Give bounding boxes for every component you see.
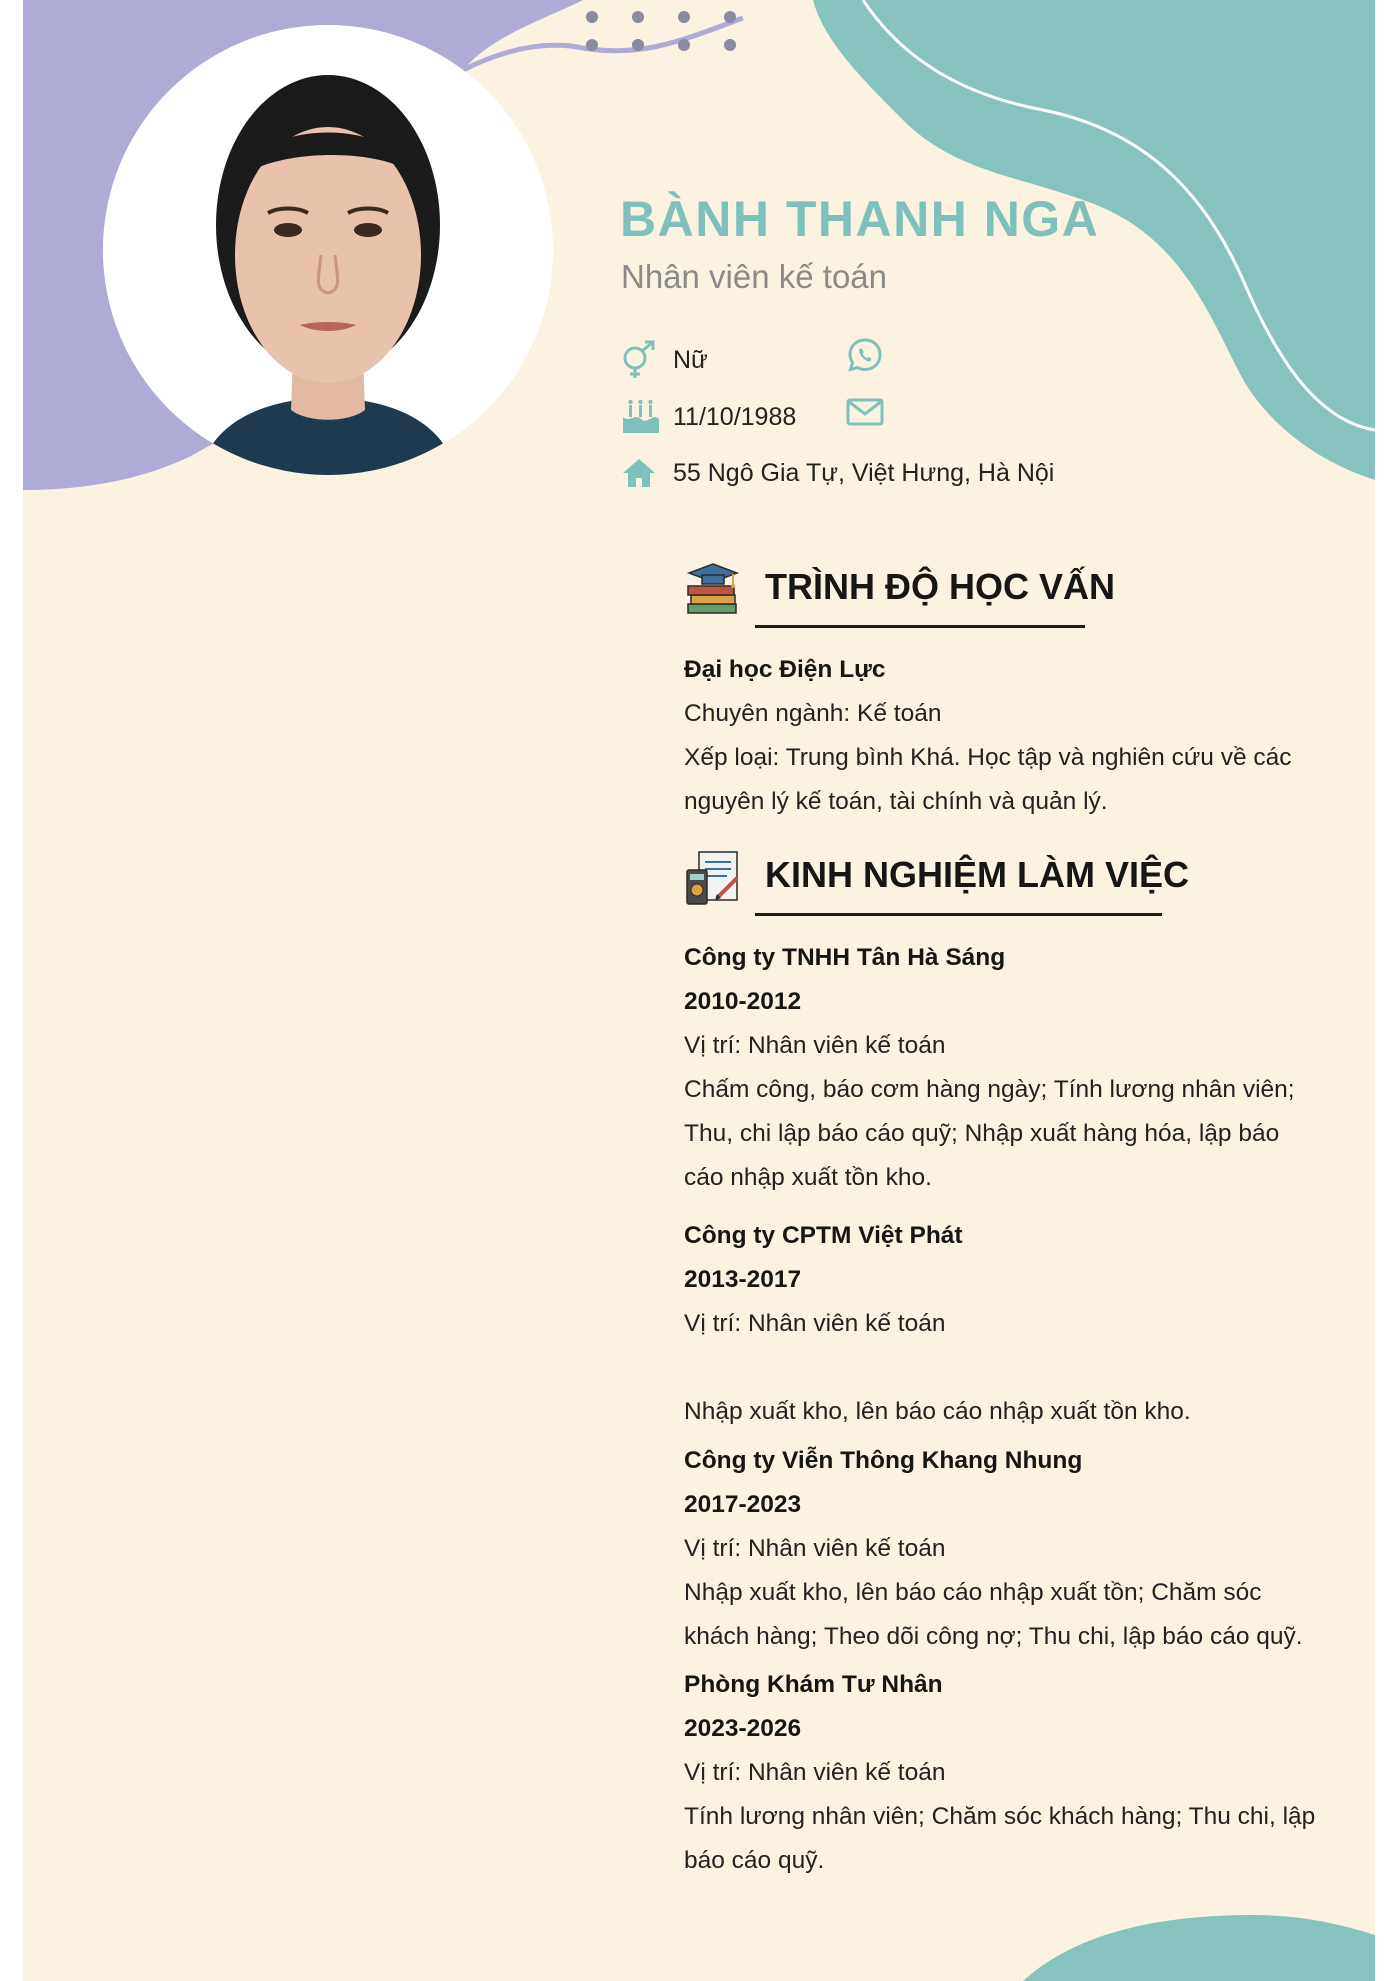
job-period: 2010-2012: [684, 988, 802, 1015]
experience-heading: KINH NGHIỆM LÀM VIỆC: [765, 854, 1190, 895]
job-entry: [684, 1439, 1344, 1659]
teal-blob-bottom: [1023, 1915, 1375, 1981]
job-position: Vị trí: Nhân viên kế toán: [684, 1032, 946, 1059]
job-description-line: cáo nhập xuất tồn kho.: [684, 1164, 932, 1191]
job-description-line: Thu, chi lập báo cáo quỹ; Nhập xuất hàng hóa, lập báo: [684, 1120, 1280, 1147]
job-period: 2023-2026: [684, 1715, 802, 1742]
job-period: 2017-2023: [684, 1491, 802, 1518]
school-name: Đại học Điện Lực: [684, 656, 886, 683]
person-silhouette-icon: [103, 25, 553, 475]
birthdate-row: [621, 395, 796, 439]
education-heading: TRÌNH ĐỘ HỌC VẤN: [765, 566, 1115, 607]
education-line: Chuyên ngành: Kế toán: [684, 700, 942, 727]
candidate-name: BÀNH THANH NGA: [620, 191, 1100, 247]
job-description-line: Chấm công, báo cơm hàng ngày; Tính lương nhân viên;: [684, 1076, 1295, 1103]
job-position: Vị trí: Nhân viên kế toán: [684, 1310, 946, 1337]
address-row: [621, 451, 1054, 495]
education-content: [684, 648, 1344, 824]
job-entry: [684, 1663, 1344, 1883]
job-description-line: Nhập xuất kho, lên báo cáo nhập xuất tồn kho.: [684, 1398, 1191, 1425]
birthdate-text: 11/10/1988: [673, 402, 797, 431]
job-description-line: báo cáo quỹ.: [684, 1847, 825, 1874]
job-description-line: Nhập xuất kho, lên báo cáo nhập xuất tồn; Chăm sóc: [684, 1579, 1262, 1606]
profile-photo: [103, 25, 553, 475]
job-entry: [684, 1214, 1344, 1434]
job-description-line: Tính lương nhân viên; Chăm sóc khách hàng; Thu chi, lập: [684, 1803, 1316, 1830]
job-entry: [684, 936, 1344, 1200]
education-underline: [755, 625, 1085, 628]
cake-icon: [621, 395, 665, 439]
cv-page: [23, 0, 1375, 1981]
work-documents-icon: [683, 848, 743, 908]
whatsapp-icon: [845, 335, 885, 375]
address-text: 55 Ngô Gia Tự, Việt Hưng, Hà Nội: [673, 458, 1055, 487]
job-position: Vị trí: Nhân viên kế toán: [684, 1535, 946, 1562]
job-position: Vị trí: Nhân viên kế toán: [684, 1759, 946, 1786]
candidate-title: Nhân viên kế toán: [621, 258, 888, 295]
job-company: Công ty TNHH Tân Hà Sáng: [684, 944, 1006, 971]
job-period: 2013-2017: [684, 1266, 802, 1293]
job-company: Phòng Khám Tư Nhân: [684, 1671, 943, 1698]
job-description-line: khách hàng; Theo dõi công nợ; Thu chi, lập báo cáo quỹ.: [684, 1623, 1303, 1650]
experience-underline: [755, 913, 1162, 916]
home-icon: [621, 451, 665, 495]
envelope-icon: [845, 392, 885, 432]
education-line: Xếp loại: Trung bình Khá. Học tập và nghiên cứu về các: [684, 744, 1292, 771]
education-line: nguyên lý kế toán, tài chính và quản lý.: [684, 788, 1108, 815]
job-company: Công ty CPTM Việt Phát: [684, 1222, 963, 1249]
gender-text: Nữ: [673, 345, 708, 374]
gender-icon: [621, 338, 665, 382]
books-graduation-icon: [683, 560, 743, 620]
gender-row: [621, 338, 708, 382]
job-company: Công ty Viễn Thông Khang Nhung: [684, 1447, 1083, 1474]
